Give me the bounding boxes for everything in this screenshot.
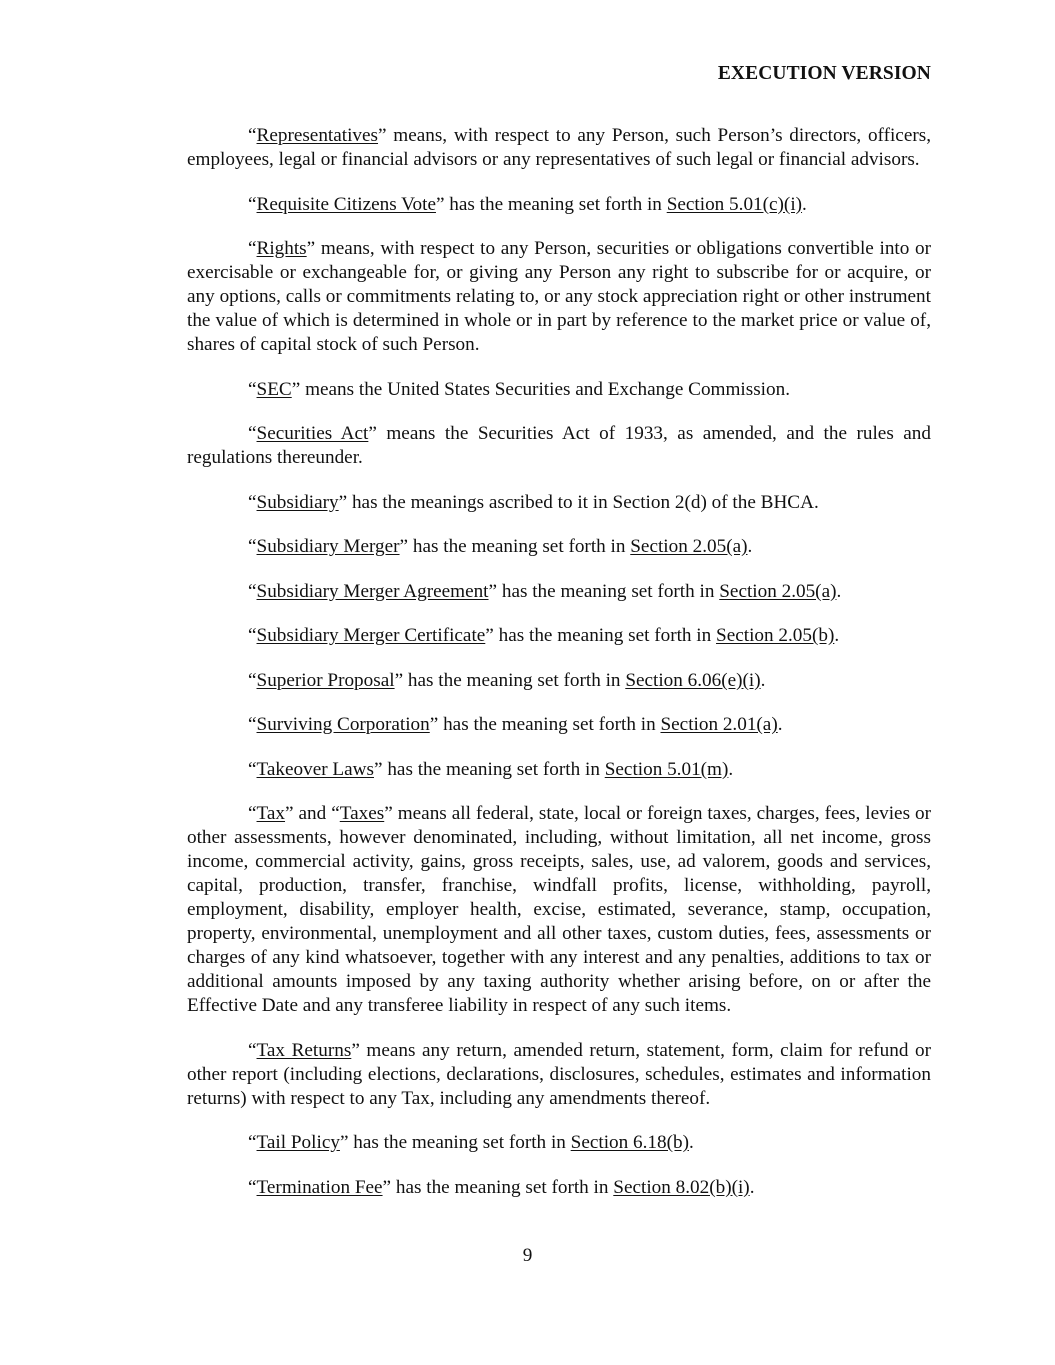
close-quote: ” (368, 423, 377, 444)
definition-surviving-corporation (187, 713, 931, 737)
definition-subsidiary-merger-agreement (187, 580, 931, 604)
open-quote: “ (248, 580, 257, 602)
defined-term: Subsidiary (256, 491, 339, 513)
definition-text: has the meaning set forth in (497, 580, 720, 602)
defined-term: Tax (256, 803, 286, 824)
definition-end: . (728, 758, 734, 780)
close-quote: ” (285, 803, 294, 824)
open-quote: “ (248, 125, 257, 146)
open-quote: “ (248, 803, 257, 824)
definition-end: . (760, 669, 766, 691)
open-quote: “ (331, 803, 340, 824)
section-reference: Section 8.02(b)(i) (613, 1176, 750, 1198)
definition-tax (187, 802, 931, 1018)
section-reference: Section 5.01(m) (604, 758, 729, 780)
section-reference: Section 6.18(b) (570, 1132, 689, 1153)
definition-text: has the meaning set forth in (444, 193, 667, 215)
close-quote: ” (306, 238, 316, 259)
definition-sec (187, 378, 931, 402)
definition-text: means, with respect to any Person, such Person’s directors, officers, employees, legal or financial advisors or any representatives of such legal or financial advisors. (187, 125, 931, 170)
defined-term: Termination Fee (256, 1176, 383, 1198)
definition-end: . (749, 1176, 755, 1198)
section-reference: Section 6.06(e)(i) (625, 669, 761, 691)
defined-term: Taxes (339, 803, 385, 824)
definition-termination-fee (187, 1176, 931, 1200)
section-reference: Section 2.05(a) (630, 536, 748, 557)
close-quote: ” (351, 1039, 360, 1061)
defined-term: Subsidiary Merger Agreement (256, 580, 489, 602)
defined-term: Securities Act (256, 423, 369, 444)
open-quote: “ (248, 536, 257, 557)
definition-text: means, with respect to any Person, securities or obligations convertible into or exercisable or exchangeable for, or giving any Person any right to subscribe for or acquire, or any options, calls or commitments relating to, or any stock appreciation right or other instrument the value of which is determined in whole or in part by reference to the market price or value of, shares of capital stock of such Person. (187, 238, 931, 355)
defined-term: Subsidiary Merger Certificate (256, 625, 486, 646)
section-reference: Section 2.05(a) (719, 580, 837, 602)
definition-end: . (802, 193, 807, 215)
definition-text: has the meaning set forth in (391, 1176, 614, 1198)
definition-end: . (834, 625, 840, 646)
definition-takeover-laws (187, 758, 931, 782)
close-quote: ” (374, 758, 383, 780)
defined-term: Subsidiary Merger (256, 536, 400, 557)
close-quote: ” (339, 1132, 349, 1153)
defined-term: Rights (256, 238, 307, 259)
open-quote: “ (248, 378, 257, 400)
close-quote: ” (488, 580, 498, 602)
open-quote: “ (248, 758, 257, 780)
definition-text: has the meaning set forth in (438, 714, 661, 735)
open-quote: “ (248, 238, 257, 259)
definition-subsidiary-merger (187, 535, 931, 559)
definition-text: has the meaning set forth in (382, 758, 605, 780)
definition-requisite-citizens-vote (187, 193, 931, 217)
definitions-section (187, 124, 931, 1220)
close-quote: ” (485, 625, 494, 646)
close-quote: ” (394, 669, 404, 691)
close-quote: ” (384, 803, 393, 824)
open-quote: “ (248, 1132, 257, 1153)
close-quote: ” (399, 536, 409, 557)
defined-term: Representatives (256, 125, 379, 146)
open-quote: “ (248, 669, 257, 691)
definition-rights (187, 237, 931, 357)
open-quote: “ (248, 1039, 257, 1061)
open-quote: “ (248, 714, 257, 735)
definition-end: . (747, 536, 753, 557)
definition-text: means all federal, state, local or foreign taxes, charges, fees, levies or other assessments, however denominated, including, without limitation, all net income, gross income, commercial activity, gains, gross receipts, sales, use, ad valorem, goods and services, capital, production, transfer, franchise, windfall profits, license, withholding, payroll, employment, disability, employer health, excise, estimated, severance, stamp, occupation, property, environmental, unemployment and all other taxes, custom duties, fees, assessments or charges of any kind whatsoever, together with any interest and any penalties, additions to tax or additional amounts imposed by any taxing authority whether arising before, on or after the Effective Date and any transferee liability in respect of any such items. (187, 803, 931, 1016)
definition-text: has the meaning set forth in (348, 1132, 571, 1153)
definition-representatives (187, 124, 931, 172)
defined-term: Requisite Citizens Vote (256, 193, 436, 215)
definition-text: means the Securities Act of 1933, as amended, and the rules and regulations thereunder. (187, 423, 931, 468)
defined-term: Tax Returns (256, 1039, 352, 1061)
open-quote: “ (248, 193, 257, 215)
definition-text: has the meaning set forth in (493, 625, 717, 646)
definition-superior-proposal (187, 669, 931, 693)
definition-text: has the meanings ascribed to it in Section 2(d) of the BHCA. (347, 491, 819, 513)
definition-securities-act (187, 422, 931, 470)
definition-joiner: and (293, 803, 332, 824)
defined-term: Superior Proposal (256, 669, 395, 691)
definition-tail-policy (187, 1131, 931, 1155)
defined-term: Tail Policy (256, 1132, 340, 1153)
definition-end: . (836, 580, 842, 602)
section-reference: Section 2.05(b) (716, 625, 835, 646)
definition-text: means the United States Securities and Exchange Commission. (300, 378, 790, 400)
defined-term: Surviving Corporation (256, 714, 430, 735)
definition-subsidiary-merger-certificate (187, 624, 931, 648)
close-quote: ” (429, 714, 439, 735)
close-quote: ” (338, 491, 348, 513)
definition-end: . (688, 1132, 694, 1153)
section-reference: Section 5.01(c)(i) (666, 193, 803, 215)
definition-end: . (777, 714, 783, 735)
execution-version-header: EXECUTION VERSION (717, 63, 931, 84)
open-quote: “ (248, 625, 257, 646)
definition-tax-returns (187, 1039, 931, 1111)
close-quote: ” (378, 125, 387, 146)
close-quote: ” (382, 1176, 392, 1198)
open-quote: “ (248, 423, 257, 444)
defined-term: SEC (256, 378, 292, 400)
open-quote: “ (248, 491, 257, 513)
definition-text: has the meaning set forth in (408, 536, 631, 557)
close-quote: ” (435, 193, 445, 215)
defined-term: Takeover Laws (256, 758, 374, 780)
definition-text: means any return, amended return, statement, form, claim for refund or other report (including elections, declarations, disclosures, schedules, estimates and information returns) with respect to any Tax, including any amendments thereof. (187, 1039, 932, 1109)
open-quote: “ (248, 1176, 257, 1198)
definition-text: has the meaning set forth in (403, 669, 626, 691)
close-quote: ” (291, 378, 301, 400)
page-number: 9 (522, 1245, 533, 1266)
section-reference: Section 2.01(a) (660, 714, 778, 735)
definition-subsidiary (187, 491, 931, 515)
